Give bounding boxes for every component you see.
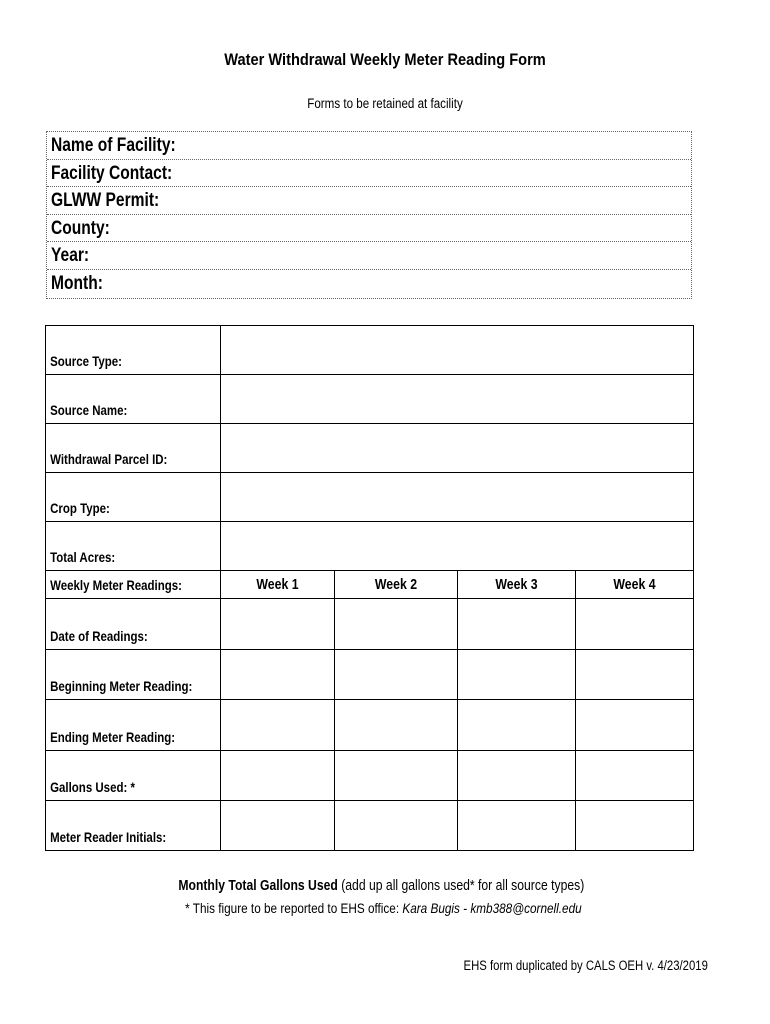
week-2-header xyxy=(335,571,458,599)
table-row xyxy=(46,751,694,801)
month-field[interactable] xyxy=(47,270,691,298)
date-week-2-input[interactable] xyxy=(335,599,458,650)
table-row xyxy=(46,326,694,375)
row-label-cell xyxy=(46,522,221,571)
ending-week-4-input[interactable] xyxy=(576,700,694,751)
beginning-meter-reading-label: Beginning Meter Reading: xyxy=(50,678,193,694)
table-row xyxy=(46,522,694,571)
ehs-contact: Kara Bugis - kmb388@cornell.edu xyxy=(402,900,582,916)
source-type-label: Source Type: xyxy=(50,353,122,369)
facility-name-field[interactable] xyxy=(47,132,691,160)
weekly-meter-readings-label: Weekly Meter Readings: xyxy=(50,577,182,593)
month-label: Month: xyxy=(51,272,103,294)
week-4-header xyxy=(576,571,694,599)
monthly-total-heading: Monthly Total Gallons Used xyxy=(178,878,338,894)
initials-week-4-input[interactable] xyxy=(576,801,694,851)
week-3-label: Week 3 xyxy=(495,576,538,593)
table-row xyxy=(46,424,694,473)
row-label-cell xyxy=(46,650,221,700)
week-1-label: Week 1 xyxy=(256,576,299,593)
withdrawal-parcel-id-input[interactable] xyxy=(221,424,694,473)
gallons-week-4-input[interactable] xyxy=(576,751,694,801)
beginning-week-1-input[interactable] xyxy=(221,650,335,700)
table-row xyxy=(46,650,694,700)
table-row xyxy=(46,375,694,424)
facility-contact-field[interactable] xyxy=(47,160,691,188)
row-label-cell xyxy=(46,473,221,522)
gallons-used-label: Gallons Used: * xyxy=(50,779,135,795)
table-row xyxy=(46,473,694,522)
year-field[interactable] xyxy=(47,242,691,270)
crop-type-input[interactable] xyxy=(221,473,694,522)
row-label-cell xyxy=(46,751,221,801)
glww-permit-field[interactable] xyxy=(47,187,691,215)
monthly-total-instruction: (add up all gallons used* for all source types) xyxy=(337,878,585,894)
beginning-week-3-input[interactable] xyxy=(458,650,576,700)
ending-week-3-input[interactable] xyxy=(458,700,576,751)
row-label-cell xyxy=(46,326,221,375)
initials-week-1-input[interactable] xyxy=(221,801,335,851)
source-type-input[interactable] xyxy=(221,326,694,375)
crop-type-label: Crop Type: xyxy=(50,500,110,516)
week-3-header xyxy=(458,571,576,599)
report-note xyxy=(60,900,707,916)
row-label-cell xyxy=(46,375,221,424)
row-label-cell xyxy=(46,424,221,473)
date-week-4-input[interactable] xyxy=(576,599,694,650)
beginning-week-4-input[interactable] xyxy=(576,650,694,700)
date-week-3-input[interactable] xyxy=(458,599,576,650)
week-2-label: Week 2 xyxy=(374,576,418,593)
source-name-label: Source Name: xyxy=(50,402,128,418)
meter-reading-table xyxy=(45,325,694,851)
year-label: Year: xyxy=(51,245,90,267)
facility-name-label: Name of Facility: xyxy=(51,135,176,156)
form-version-note: EHS form duplicated by CALS OEH v. 4/23/2019 xyxy=(463,958,708,973)
glww-permit-label: GLWW Permit: xyxy=(51,190,160,212)
page-subtitle: Forms to be retained at facility xyxy=(307,96,463,111)
row-label-cell xyxy=(46,599,221,650)
ending-week-2-input[interactable] xyxy=(335,700,458,751)
withdrawal-parcel-id-label: Withdrawal Parcel ID: xyxy=(50,451,168,467)
facility-contact-label: Facility Contact: xyxy=(51,162,173,184)
gallons-week-2-input[interactable] xyxy=(335,751,458,801)
total-acres-input[interactable] xyxy=(221,522,694,571)
table-row xyxy=(46,700,694,751)
county-field[interactable] xyxy=(47,215,691,243)
ending-week-1-input[interactable] xyxy=(221,700,335,751)
monthly-total-note xyxy=(58,878,705,894)
gallons-week-1-input[interactable] xyxy=(221,751,335,801)
gallons-week-3-input[interactable] xyxy=(458,751,576,801)
row-label-cell xyxy=(46,801,221,851)
beginning-week-2-input[interactable] xyxy=(335,650,458,700)
source-name-input[interactable] xyxy=(221,375,694,424)
report-instruction: * This figure to be reported to EHS office: xyxy=(185,900,403,916)
row-label-cell xyxy=(46,571,221,599)
row-label-cell xyxy=(46,700,221,751)
initials-week-3-input[interactable] xyxy=(458,801,576,851)
page-title: Water Withdrawal Weekly Meter Reading Form xyxy=(224,50,546,69)
initials-week-2-input[interactable] xyxy=(335,801,458,851)
date-of-readings-label: Date of Readings: xyxy=(50,628,148,644)
meter-reader-initials-label: Meter Reader Initials: xyxy=(50,829,167,845)
total-acres-label: Total Acres: xyxy=(50,549,116,565)
weeks-header-row xyxy=(46,571,694,599)
facility-info-section xyxy=(46,131,692,299)
week-1-header xyxy=(221,571,335,599)
county-label: County: xyxy=(51,217,110,239)
table-row xyxy=(46,801,694,851)
date-week-1-input[interactable] xyxy=(221,599,335,650)
ending-meter-reading-label: Ending Meter Reading: xyxy=(50,729,176,745)
week-4-label: Week 4 xyxy=(613,576,656,593)
table-row xyxy=(46,599,694,650)
